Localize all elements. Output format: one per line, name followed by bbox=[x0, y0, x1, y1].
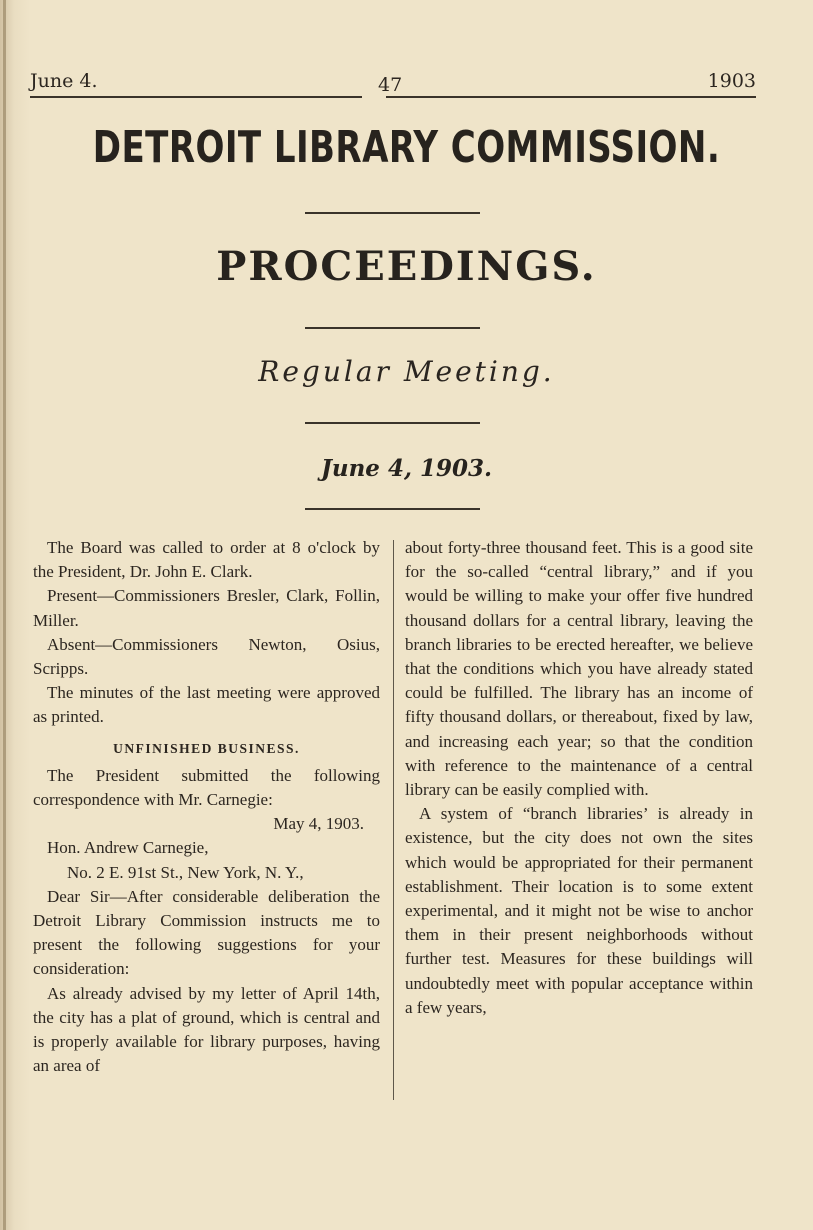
column-divider bbox=[393, 540, 394, 1100]
paragraph-correspondence: The President submitted the following correspondence with Mr. Carnegie: bbox=[33, 765, 380, 810]
section-heading: UNFINISHED BUSINESS. bbox=[113, 740, 300, 756]
page-number: 47 bbox=[378, 74, 403, 96]
document-subtitle: PROCEEDINGS. bbox=[216, 243, 597, 290]
running-header bbox=[30, 66, 756, 100]
header-year: 1903 bbox=[707, 70, 756, 92]
binding-edge bbox=[3, 0, 6, 1230]
paragraph-present: Present—Commissioners Bresler, Clark, Follin, Miller. bbox=[33, 586, 380, 630]
document-title: DETROIT LIBRARY COMMISSION. bbox=[92, 122, 721, 173]
right-column bbox=[405, 536, 753, 1020]
paragraph-branch-libraries: A system of “branch libraries’ is already in existence, but the city does not own the sites which would be appropriated for their permanent establishment. Their location is to some extent experimental, and it might not be wise to anchor them in their present neighborhoods without further test. Measures for these buildings will undoubtedly meet with popular acceptance within a few years, bbox=[405, 804, 753, 1017]
header-date: June 4. bbox=[30, 70, 98, 92]
date-rule bbox=[305, 508, 480, 510]
paragraph-salutation: Dear Sir—After considerable deliberation the Detroit Library Commission instructs me to present the following suggestions for your consideration: bbox=[33, 886, 380, 979]
meeting-type: Regular Meeting. bbox=[258, 355, 555, 388]
paragraph-plat-of-ground: As already advised by my letter of April 14th, the city has a plat of ground, which is central and is properly available for library purposes, having an area of bbox=[33, 983, 380, 1076]
meeting-date: June 4, 1903. bbox=[320, 455, 492, 482]
letter-addressee: Hon. Andrew Carnegie, bbox=[47, 838, 209, 858]
paragraph-absent: Absent—Commissioners Newton, Osius, Scripps. bbox=[33, 634, 380, 679]
letter-date: May 4, 1903. bbox=[273, 814, 364, 834]
paragraph-minutes: The minutes of the last meeting were approved as printed. bbox=[33, 683, 380, 727]
letter-address: No. 2 E. 91st St., New York, N. Y., bbox=[67, 862, 304, 882]
meeting-rule bbox=[305, 422, 480, 424]
left-column bbox=[33, 536, 380, 1078]
header-rule-left bbox=[30, 96, 362, 98]
paragraph-call-to-order: The Board was called to order at 8 o'clock by the President, Dr. John E. Clark. bbox=[33, 538, 380, 582]
subtitle-rule bbox=[305, 327, 480, 329]
paragraph-central-library: about forty-three thousand feet. This is a good site for the so-called “central library,” and if you would be willing to make your offer five hundred thousand dollars for a central library, leaving the branch libraries to be erected hereafter, we believe that the conditions which you have already stated could be fulfilled. The library has an income of fifty thousand dollars, or thereabout, fixed by law, and increasing each year; so that the condition with reference to the maintenance of a central library can be easily complied with. bbox=[405, 538, 753, 800]
title-rule bbox=[305, 212, 480, 214]
header-rule-right bbox=[386, 96, 756, 98]
